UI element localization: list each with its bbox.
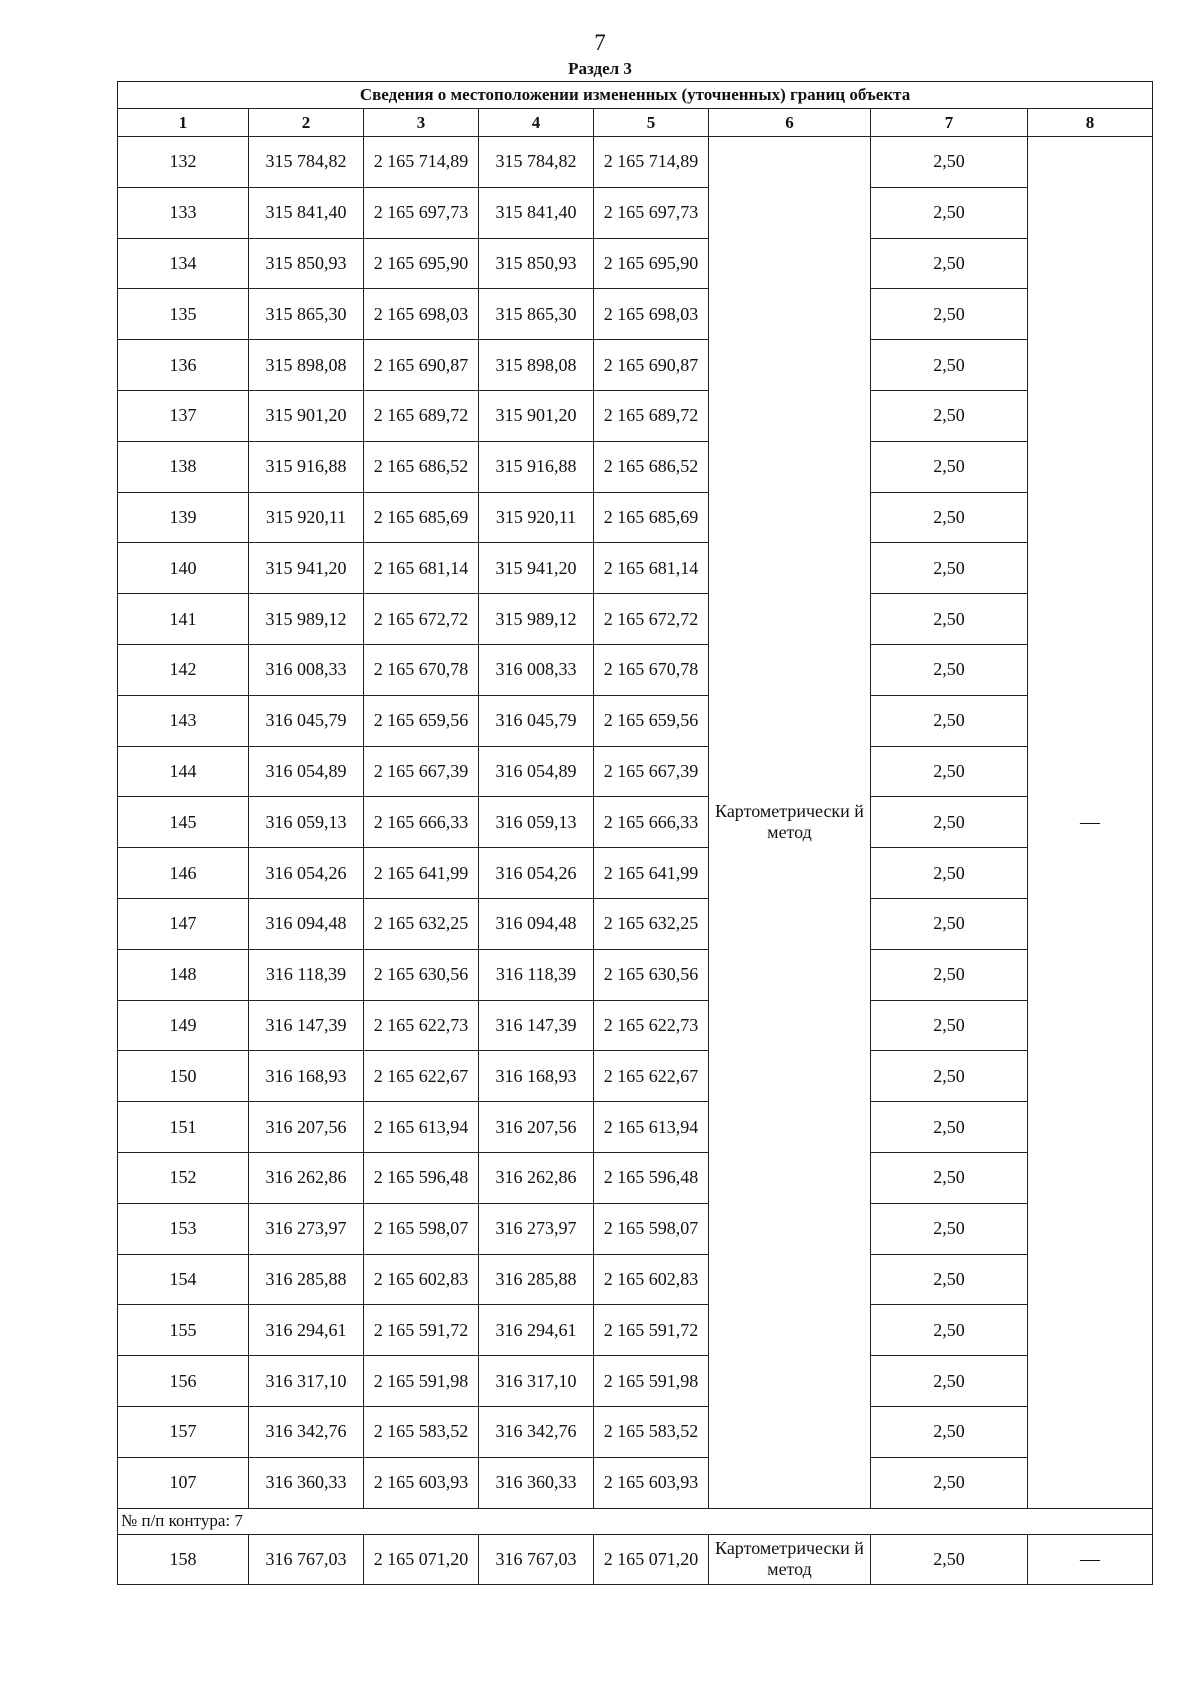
coordinate-cell: 316 317,10 (249, 1356, 364, 1407)
coordinate-cell: 2 165 583,52 (594, 1406, 709, 1457)
accuracy-cell: 2,50 (871, 1051, 1028, 1102)
coordinate-cell: 2 165 622,67 (594, 1051, 709, 1102)
coordinate-cell: 2 165 641,99 (594, 848, 709, 899)
coordinate-cell: 2 165 603,93 (594, 1457, 709, 1508)
coordinate-cell: 2 165 071,20 (364, 1534, 479, 1584)
coordinate-cell: 315 941,20 (479, 543, 594, 594)
point-number-cell: 141 (118, 594, 249, 645)
accuracy-cell: 2,50 (871, 543, 1028, 594)
point-number-cell: 158 (118, 1534, 249, 1584)
table-row (118, 187, 1153, 238)
column-header-2: 2 (249, 109, 364, 137)
table-row (118, 1534, 1153, 1584)
page-number: 7 (594, 30, 606, 55)
coordinate-cell: 2 165 681,14 (364, 543, 479, 594)
point-number-cell: 145 (118, 797, 249, 848)
table-row (118, 1254, 1153, 1305)
accuracy-cell: 2,50 (871, 1254, 1028, 1305)
accuracy-cell: 2,50 (871, 1102, 1028, 1153)
coordinate-cell: 2 165 591,72 (364, 1305, 479, 1356)
coordinate-cell: 315 916,88 (249, 441, 364, 492)
coordinate-cell: 316 207,56 (479, 1102, 594, 1153)
coordinate-cell: 316 342,76 (249, 1406, 364, 1457)
coordinate-cell: 2 165 695,90 (594, 238, 709, 289)
coordinate-cell: 2 165 591,98 (594, 1356, 709, 1407)
coordinate-cell: 316 360,33 (479, 1457, 594, 1508)
table-row (118, 594, 1153, 645)
point-number-cell: 147 (118, 898, 249, 949)
accuracy-cell: 2,50 (871, 695, 1028, 746)
accuracy-cell: 2,50 (871, 1406, 1028, 1457)
column-header-6: 6 (709, 109, 871, 137)
coordinate-cell: 316 008,33 (479, 644, 594, 695)
point-number-cell: 153 (118, 1203, 249, 1254)
coordinate-cell: 2 165 697,73 (364, 187, 479, 238)
coordinate-cell: 2 165 659,56 (594, 695, 709, 746)
coordinate-cell: 316 059,13 (249, 797, 364, 848)
table-caption: Сведения о местоположении измененных (уточненных) границ объекта (118, 82, 1153, 109)
column-header-4: 4 (479, 109, 594, 137)
table-row (118, 340, 1153, 391)
method-cell: Картометрически й метод (709, 137, 871, 1509)
coordinate-cell: 315 901,20 (249, 390, 364, 441)
boundary-table (117, 81, 1153, 1585)
accuracy-cell: 2,50 (871, 238, 1028, 289)
point-number-cell: 135 (118, 289, 249, 340)
coordinate-cell: 315 865,30 (479, 289, 594, 340)
coordinate-cell: 315 841,40 (479, 187, 594, 238)
column-header-5: 5 (594, 109, 709, 137)
coordinate-cell: 2 165 613,94 (594, 1102, 709, 1153)
point-number-cell: 148 (118, 949, 249, 1000)
accuracy-cell: 2,50 (871, 746, 1028, 797)
coordinate-cell: 2 165 630,56 (364, 949, 479, 1000)
coordinate-cell: 2 165 686,52 (594, 441, 709, 492)
description-cell: — (1028, 137, 1153, 1509)
column-header-3: 3 (364, 109, 479, 137)
accuracy-cell: 2,50 (871, 1152, 1028, 1203)
coordinate-cell: 315 841,40 (249, 187, 364, 238)
coordinate-cell: 316 285,88 (249, 1254, 364, 1305)
coordinate-cell: 2 165 689,72 (364, 390, 479, 441)
table-row (118, 1203, 1153, 1254)
point-number-cell: 155 (118, 1305, 249, 1356)
coordinate-cell: 316 168,93 (249, 1051, 364, 1102)
coordinate-cell: 2 165 641,99 (364, 848, 479, 899)
coordinate-cell: 2 165 632,25 (594, 898, 709, 949)
coordinate-cell: 2 165 632,25 (364, 898, 479, 949)
coordinate-cell: 315 898,08 (249, 340, 364, 391)
accuracy-cell: 2,50 (871, 949, 1028, 1000)
coordinate-cell: 315 916,88 (479, 441, 594, 492)
coordinate-cell: 315 989,12 (479, 594, 594, 645)
point-number-cell: 140 (118, 543, 249, 594)
table-row (118, 238, 1153, 289)
coordinate-cell: 2 165 689,72 (594, 390, 709, 441)
accuracy-cell: 2,50 (871, 1000, 1028, 1051)
coordinate-cell: 315 989,12 (249, 594, 364, 645)
coordinate-cell: 2 165 686,52 (364, 441, 479, 492)
coordinate-cell: 315 784,82 (249, 137, 364, 188)
accuracy-cell: 2,50 (871, 1356, 1028, 1407)
coordinate-cell: 316 285,88 (479, 1254, 594, 1305)
coordinate-cell: 316 262,86 (249, 1152, 364, 1203)
coordinate-cell: 2 165 598,07 (364, 1203, 479, 1254)
accuracy-cell: 2,50 (871, 1305, 1028, 1356)
coordinate-cell: 316 360,33 (249, 1457, 364, 1508)
coordinate-cell: 316 054,89 (249, 746, 364, 797)
accuracy-cell: 2,50 (871, 289, 1028, 340)
table-body (118, 137, 1153, 1585)
table-row (118, 949, 1153, 1000)
table-row (118, 644, 1153, 695)
coordinate-cell: 2 165 591,72 (594, 1305, 709, 1356)
point-number-cell: 136 (118, 340, 249, 391)
table-row (118, 289, 1153, 340)
coordinate-cell: 2 165 670,78 (594, 644, 709, 695)
section-label: Раздел 3 (568, 59, 632, 78)
coordinate-cell: 2 165 667,39 (364, 746, 479, 797)
table-row (118, 898, 1153, 949)
point-number-cell: 143 (118, 695, 249, 746)
coordinate-cell: 2 165 714,89 (594, 137, 709, 188)
coordinate-cell: 316 294,61 (249, 1305, 364, 1356)
coordinate-cell: 315 850,93 (249, 238, 364, 289)
coordinate-cell: 2 165 666,33 (594, 797, 709, 848)
table-row (118, 746, 1153, 797)
accuracy-cell: 2,50 (871, 1534, 1028, 1584)
coordinate-cell: 2 165 591,98 (364, 1356, 479, 1407)
coordinate-cell: 2 165 622,67 (364, 1051, 479, 1102)
point-number-cell: 156 (118, 1356, 249, 1407)
accuracy-cell: 2,50 (871, 441, 1028, 492)
coordinate-cell: 2 165 583,52 (364, 1406, 479, 1457)
point-number-cell: 133 (118, 187, 249, 238)
point-number-cell: 146 (118, 848, 249, 899)
table-row (118, 1152, 1153, 1203)
description-cell: — (1028, 1534, 1153, 1584)
point-number-cell: 151 (118, 1102, 249, 1153)
coordinate-cell: 316 054,26 (249, 848, 364, 899)
table-row (118, 1457, 1153, 1508)
point-number-cell: 137 (118, 390, 249, 441)
coordinate-cell: 2 165 596,48 (594, 1152, 709, 1203)
table-row (118, 543, 1153, 594)
contour-label-row (118, 1508, 1153, 1534)
table-row (118, 441, 1153, 492)
coordinate-cell: 316 147,39 (479, 1000, 594, 1051)
accuracy-cell: 2,50 (871, 1457, 1028, 1508)
coordinate-cell: 2 165 622,73 (594, 1000, 709, 1051)
coordinate-cell: 316 207,56 (249, 1102, 364, 1153)
coordinate-cell: 316 054,26 (479, 848, 594, 899)
coordinate-cell: 316 094,48 (249, 898, 364, 949)
table-row (118, 848, 1153, 899)
point-number-cell: 138 (118, 441, 249, 492)
column-header-8: 8 (1028, 109, 1153, 137)
coordinate-cell: 316 294,61 (479, 1305, 594, 1356)
coordinate-cell: 2 165 685,69 (364, 492, 479, 543)
table-row (118, 1000, 1153, 1051)
coordinate-cell: 316 008,33 (249, 644, 364, 695)
coordinate-cell: 2 165 603,93 (364, 1457, 479, 1508)
coordinate-cell: 316 168,93 (479, 1051, 594, 1102)
point-number-cell: 132 (118, 137, 249, 188)
coordinate-cell: 316 147,39 (249, 1000, 364, 1051)
coordinate-cell: 2 165 667,39 (594, 746, 709, 797)
coordinate-cell: 316 262,86 (479, 1152, 594, 1203)
coordinate-cell: 316 059,13 (479, 797, 594, 848)
column-header-7: 7 (871, 109, 1028, 137)
coordinate-cell: 2 165 602,83 (364, 1254, 479, 1305)
coordinate-cell: 2 165 071,20 (594, 1534, 709, 1584)
coordinate-cell: 2 165 602,83 (594, 1254, 709, 1305)
coordinate-cell: 2 165 698,03 (594, 289, 709, 340)
table-row (118, 390, 1153, 441)
coordinate-cell: 315 920,11 (479, 492, 594, 543)
table-row (118, 1051, 1153, 1102)
coordinate-cell: 316 273,97 (249, 1203, 364, 1254)
point-number-cell: 157 (118, 1406, 249, 1457)
coordinate-cell: 2 165 695,90 (364, 238, 479, 289)
accuracy-cell: 2,50 (871, 594, 1028, 645)
column-header-1: 1 (118, 109, 249, 137)
coordinate-cell: 2 165 714,89 (364, 137, 479, 188)
coordinate-cell: 2 165 596,48 (364, 1152, 479, 1203)
coordinate-cell: 2 165 690,87 (364, 340, 479, 391)
point-number-cell: 152 (118, 1152, 249, 1203)
table-row (118, 492, 1153, 543)
table-row (118, 1406, 1153, 1457)
accuracy-cell: 2,50 (871, 848, 1028, 899)
coordinate-cell: 2 165 666,33 (364, 797, 479, 848)
coordinate-cell: 316 045,79 (479, 695, 594, 746)
table-row (118, 1305, 1153, 1356)
coordinate-cell: 2 165 613,94 (364, 1102, 479, 1153)
coordinate-cell: 316 767,03 (249, 1534, 364, 1584)
coordinate-cell: 315 901,20 (479, 390, 594, 441)
accuracy-cell: 2,50 (871, 797, 1028, 848)
accuracy-cell: 2,50 (871, 644, 1028, 695)
coordinate-cell: 315 898,08 (479, 340, 594, 391)
coordinate-cell: 2 165 697,73 (594, 187, 709, 238)
point-number-cell: 107 (118, 1457, 249, 1508)
table-row (118, 797, 1153, 848)
point-number-cell: 144 (118, 746, 249, 797)
accuracy-cell: 2,50 (871, 137, 1028, 188)
coordinate-cell: 316 118,39 (479, 949, 594, 1000)
coordinate-cell: 316 273,97 (479, 1203, 594, 1254)
point-number-cell: 134 (118, 238, 249, 289)
point-number-cell: 142 (118, 644, 249, 695)
coordinate-cell: 2 165 598,07 (594, 1203, 709, 1254)
table-row (118, 1102, 1153, 1153)
coordinate-cell: 316 118,39 (249, 949, 364, 1000)
contour-label: № п/п контура: 7 (118, 1508, 1153, 1534)
point-number-cell: 149 (118, 1000, 249, 1051)
coordinate-cell: 2 165 698,03 (364, 289, 479, 340)
coordinate-cell: 316 342,76 (479, 1406, 594, 1457)
accuracy-cell: 2,50 (871, 492, 1028, 543)
coordinate-cell: 2 165 622,73 (364, 1000, 479, 1051)
coordinate-cell: 316 045,79 (249, 695, 364, 746)
coordinate-cell: 2 165 670,78 (364, 644, 479, 695)
coordinate-cell: 2 165 659,56 (364, 695, 479, 746)
coordinate-cell: 315 941,20 (249, 543, 364, 594)
coordinate-cell: 315 784,82 (479, 137, 594, 188)
coordinate-cell: 2 165 681,14 (594, 543, 709, 594)
coordinate-cell: 315 865,30 (249, 289, 364, 340)
point-number-cell: 154 (118, 1254, 249, 1305)
point-number-cell: 139 (118, 492, 249, 543)
coordinate-cell: 2 165 690,87 (594, 340, 709, 391)
coordinate-cell: 2 165 630,56 (594, 949, 709, 1000)
coordinate-cell: 316 094,48 (479, 898, 594, 949)
coordinate-cell: 2 165 672,72 (594, 594, 709, 645)
coordinate-cell: 315 850,93 (479, 238, 594, 289)
accuracy-cell: 2,50 (871, 187, 1028, 238)
accuracy-cell: 2,50 (871, 898, 1028, 949)
coordinate-cell: 316 767,03 (479, 1534, 594, 1584)
point-number-cell: 150 (118, 1051, 249, 1102)
coordinate-cell: 316 054,89 (479, 746, 594, 797)
coordinate-cell: 2 165 672,72 (364, 594, 479, 645)
accuracy-cell: 2,50 (871, 340, 1028, 391)
table-row (118, 137, 1153, 188)
accuracy-cell: 2,50 (871, 390, 1028, 441)
coordinate-cell: 316 317,10 (479, 1356, 594, 1407)
column-header-row (118, 109, 1153, 137)
table-row (118, 1356, 1153, 1407)
table-row (118, 695, 1153, 746)
coordinate-cell: 2 165 685,69 (594, 492, 709, 543)
method-cell: Картометрически й метод (709, 1534, 871, 1584)
accuracy-cell: 2,50 (871, 1203, 1028, 1254)
coordinate-cell: 315 920,11 (249, 492, 364, 543)
